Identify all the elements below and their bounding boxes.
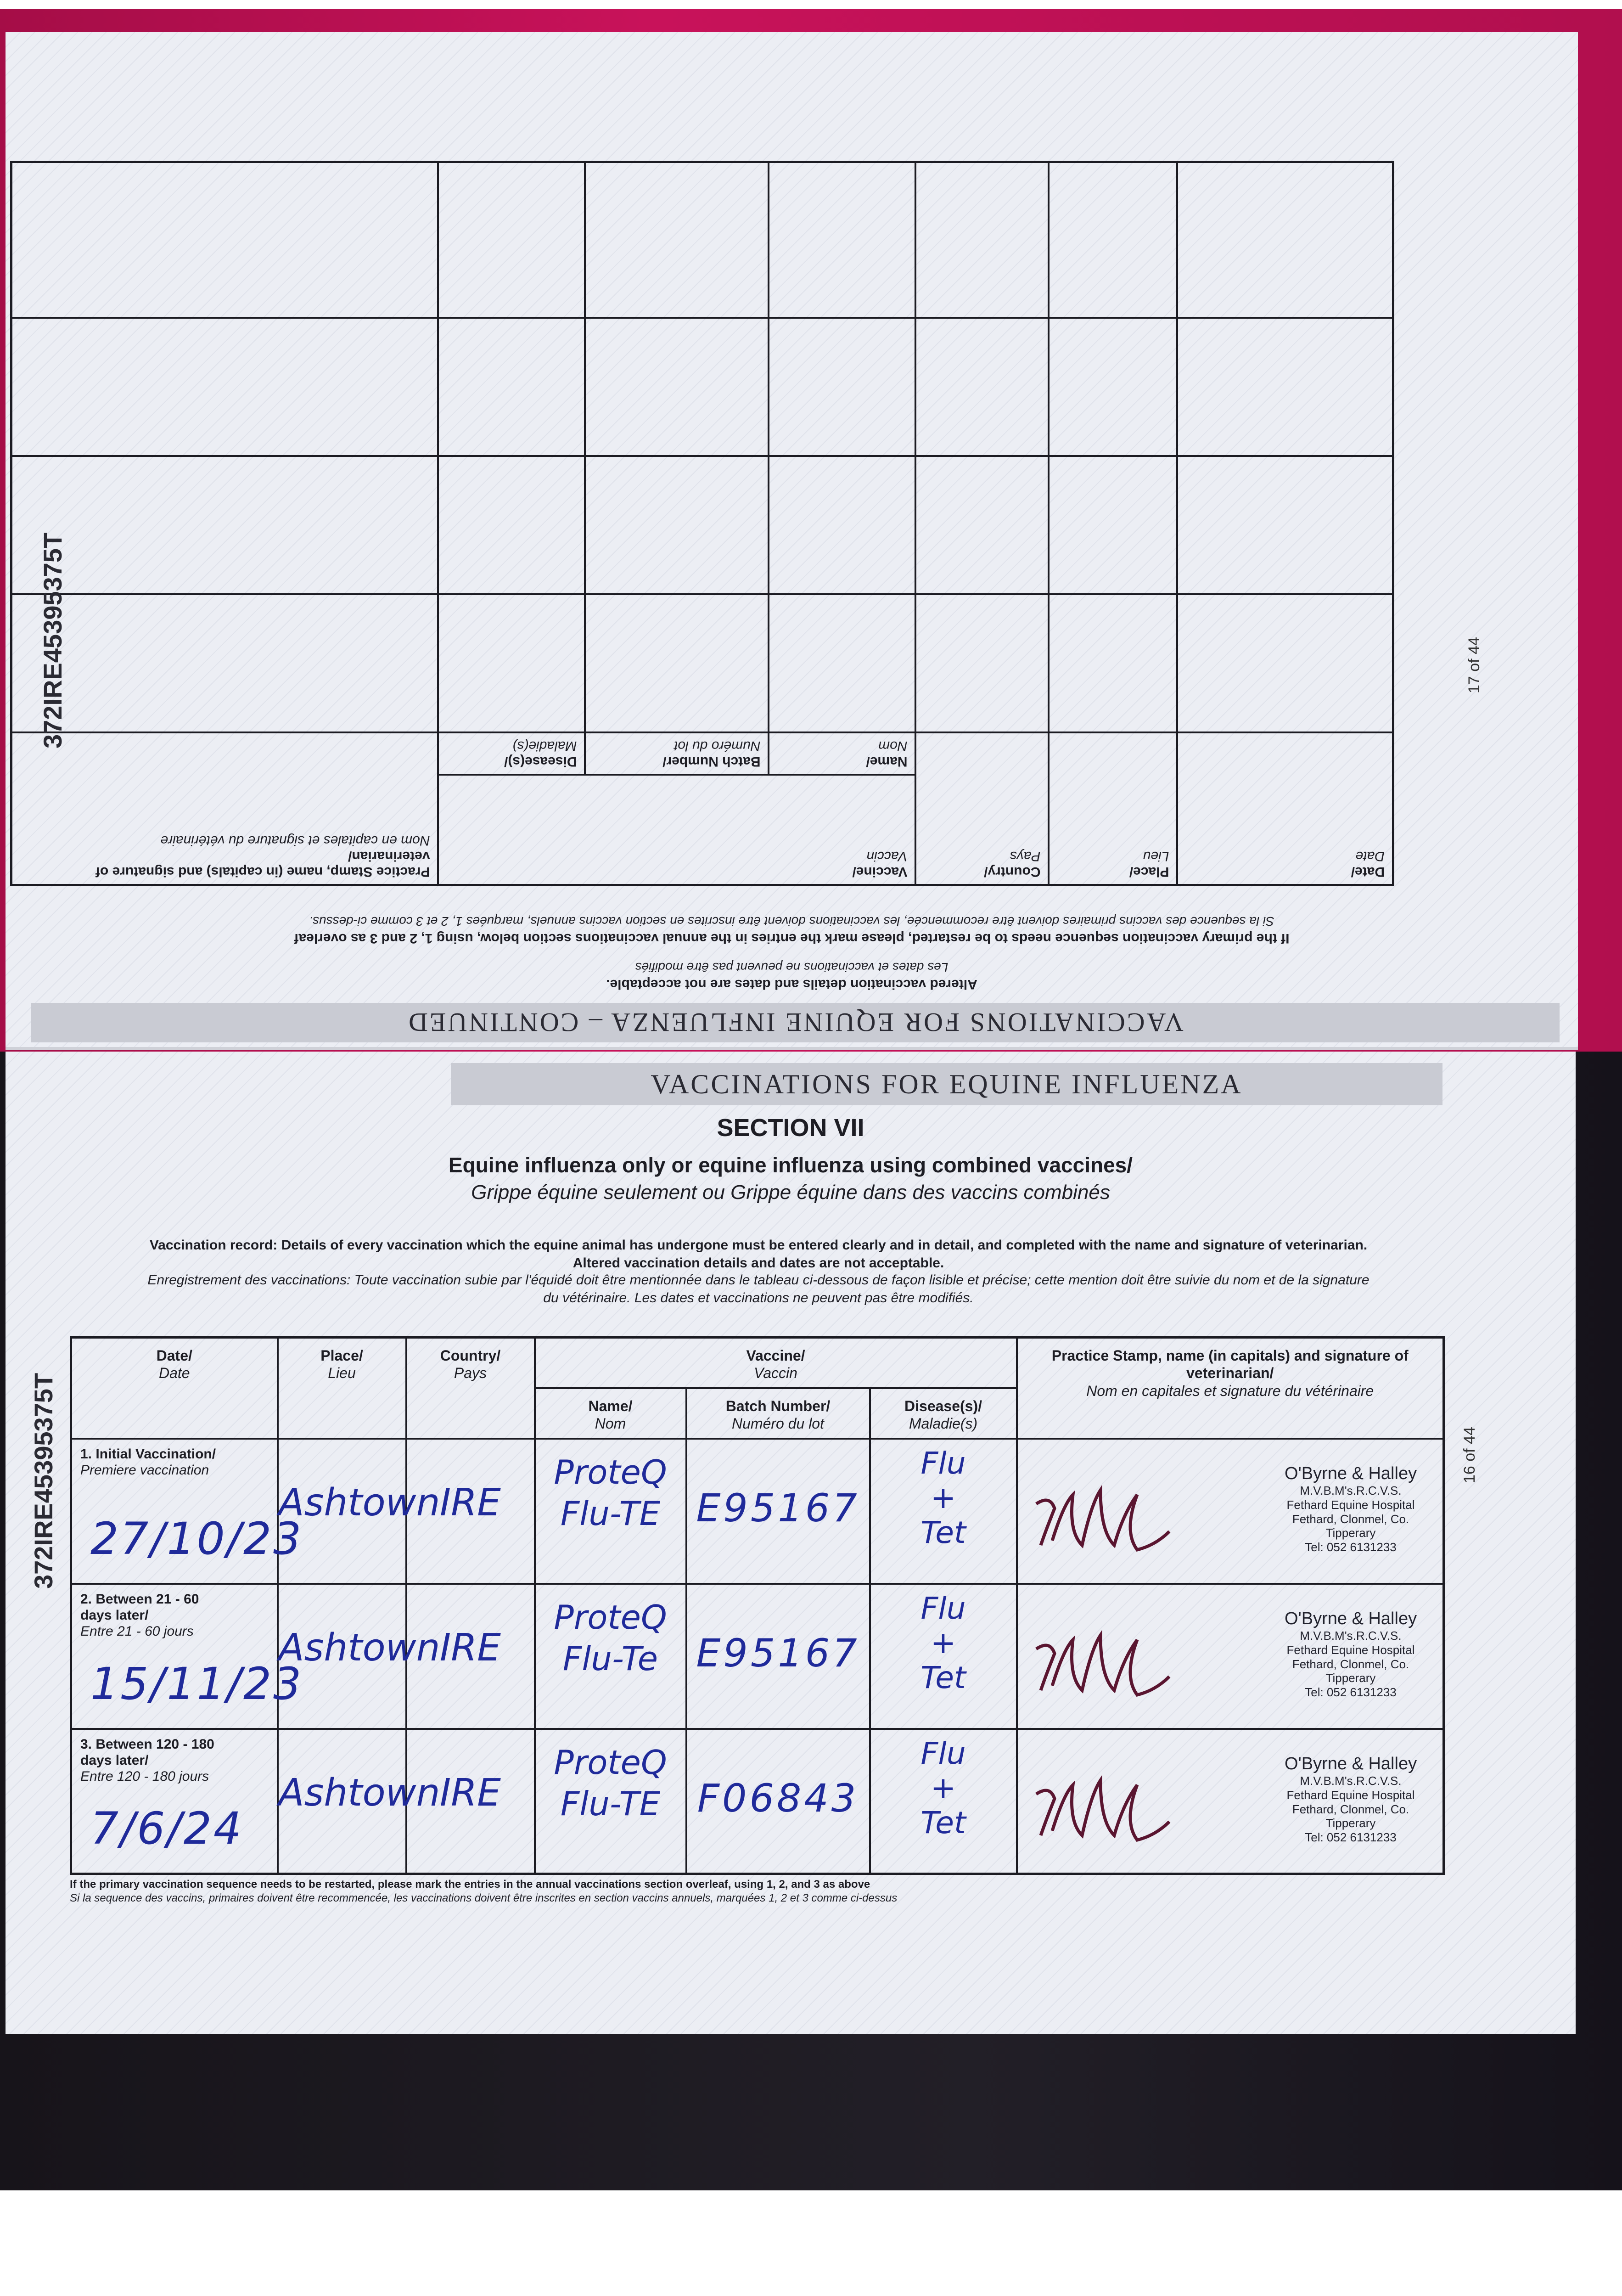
empty-row [11,456,1393,594]
col-vaccine: Vaccine/ Vaccin [438,775,916,885]
page-17 [6,32,1578,1050]
altered-note-fr: Les dates et vaccinations ne peuvent pas être modifiés [635,960,949,974]
page-17-header: VACCINATIONS FOR EQUINE INFLUENZA – CONTINUED [407,1007,1184,1038]
row-1-place: Ashtown [278,1480,440,1525]
vaccination-row-3 [71,1729,1444,1874]
col-stamp: Practice Stamp, name (in capitals) and signature of veterinarian/ Nom en capitales et signature du vétérinaire [11,733,438,885]
restart-note-en: If the primary vaccination sequence needs to be restarted, please mark the entries in the annual vaccinations section below, using 1, 2 and 3 as overleaf [294,931,1290,946]
row-3-country: IRE [440,1771,501,1815]
empty-row [11,594,1393,732]
row-3-stamp-cell [1018,1730,1443,1873]
subtitle-en: Equine influenza only or equine influenza using combined vaccines/ [448,1153,1133,1177]
row-2-stamp-cell [1018,1585,1443,1728]
annual-vaccination-table [10,161,1394,886]
row-1-country: IRE [440,1480,501,1525]
empty-row [11,318,1393,456]
col-date: Date/ Date [71,1338,278,1439]
practice-stamp: O'Byrne & Halley M.V.B.M's.R.C.V.S. Fethard Equine Hospital Fethard, Clonmel, Co. Tipperary Tel: 052 6131233 [1284,1463,1417,1554]
row-1-vaccine-name: ProteQ Flu-TE [554,1452,667,1533]
col-stamp: Practice Stamp, name (in capitals) and signature of veterinarian/ Nom en capitales et signature du vétérinaire [1017,1338,1444,1439]
vet-signature [1032,1767,1179,1845]
row-1-date: 27/10/23 [90,1513,303,1564]
row-3-place: Ashtown [278,1771,440,1815]
page-number-16: 16 of 44 [1461,1427,1478,1483]
page-17-header-band [31,1003,1560,1042]
section-title: SECTION VII [717,1114,864,1142]
row-1-label: 1. Initial Vaccination/ Premiere vaccination [80,1446,216,1478]
row-1-disease: Flu + Tet [920,1445,966,1551]
col-disease: Disease(s)/ Maladie(s) [870,1388,1017,1439]
restart-note-fr: Si la sequence des vaccins primaires doivent être recommencée, les vaccinations doivent être inscrites en section vaccins annuels, marquées 1, 2 et 3 comme ci-dessus. [309,914,1274,929]
row-1-stamp-cell [1018,1440,1443,1583]
col-batch: Batch Number/ Numéro du lot [686,1388,870,1439]
col-disease: Disease(s)/ Maladie(s) [438,733,585,775]
restart-footnote-en: If the primary vaccination sequence needs to be restarted, please mark the entries in the annual vaccinations section overleaf, using 1, 2, and 3 as above [70,1878,870,1891]
row-2-date-cell [71,1584,303,1729]
vaccination-row-2 [71,1584,1444,1729]
scan-margin-bottom [0,2190,1622,2296]
row-3-label: 3. Between 120 - 180 days later/ Entre 120 - 180 jours [80,1736,214,1784]
col-place: Place/ Lieu [278,1338,406,1439]
col-name: Name/ Nom [769,733,916,775]
record-instructions-en: Vaccination record: Details of every vaccination which the equine animal has undergone must be entered clearly and in detail, and completed with the name and signature of veterinarian. Altered vaccination details and dates are not acceptable. [149,1238,1368,1271]
page-number-17: 17 of 44 [1465,637,1483,693]
page-16-header: VACCINATIONS FOR EQUINE INFLUENZA [651,1069,1243,1099]
restart-footnote-fr: Si la sequence des vaccins, primaires doivent être recommencée, les vaccinations doivent être inscrites en section vaccins annuels, marquées 1, 2 et 3 comme ci-dessus [70,1892,898,1904]
col-place: Place/ Lieu [1049,733,1178,885]
row-3-date-cell [71,1729,278,1874]
vaccination-row-1 [71,1439,1444,1584]
passport-id-top: 372IRE45395375T [38,532,67,748]
primary-vaccination-table [70,1336,1445,1875]
page-16-header-band [451,1063,1442,1105]
row-2-batch: E95167 [696,1630,860,1676]
col-name: Name/ Nom [535,1388,686,1439]
row-2-disease: Flu + Tet [920,1590,966,1696]
row-2-date: 15/11/23 [90,1658,303,1710]
row-3-date: 7/6/24 [90,1803,243,1854]
col-batch: Batch Number/ Numéro du lot [585,733,769,775]
col-country: Country/ Pays [406,1338,535,1439]
col-date: Date/ Date [1178,733,1393,885]
passport-id-bottom: 372IRE45395375T [29,1373,58,1589]
col-vaccine: Vaccine/ Vaccin [535,1338,1017,1388]
altered-note-en: Altered vaccination details and dates are not acceptable. [606,977,977,992]
row-3-disease: Flu + Tet [920,1735,966,1841]
page-17-rotated-content [6,32,1578,1047]
page-16 [6,1052,1576,2034]
col-country: Country/ Pays [916,733,1049,885]
subtitle-fr: Grippe équine seulement ou Grippe équine dans des vaccins combinés [471,1181,1110,1204]
record-instructions-fr: Enregistrement des vaccinations: Toute vaccination subie par l'équidé doit être mentionnée dans le tableau ci-dessous de façon lisible et précise; cette mention doit être suivie du nom et de la signature du vétérinaire. Les dates et vaccinations ne peuvent pas être modifiés. [147,1272,1369,1306]
row-2-place: Ashtown [278,1626,440,1670]
practice-stamp: O'Byrne & Halley M.V.B.M's.R.C.V.S. Fethard Equine Hospital Fethard, Clonmel, Co. Tipperary Tel: 052 6131233 [1284,1754,1417,1845]
row-2-country: IRE [440,1626,501,1670]
empty-row [11,162,1393,318]
row-1-batch: E95167 [696,1485,860,1531]
row-3-batch: F06843 [697,1775,859,1821]
practice-stamp: O'Byrne & Halley M.V.B.M's.R.C.V.S. Fethard Equine Hospital Fethard, Clonmel, Co. Tipperary Tel: 052 6131233 [1284,1609,1417,1699]
row-1-date-cell [71,1439,303,1584]
row-2-label: 2. Between 21 - 60 days later/ Entre 21 - 60 jours [80,1591,199,1639]
vet-signature [1032,1476,1179,1554]
vet-signature [1032,1621,1179,1699]
row-3-vaccine-name: ProteQ Flu-TE [554,1743,667,1823]
row-2-vaccine-name: ProteQ Flu-Te [554,1598,667,1678]
